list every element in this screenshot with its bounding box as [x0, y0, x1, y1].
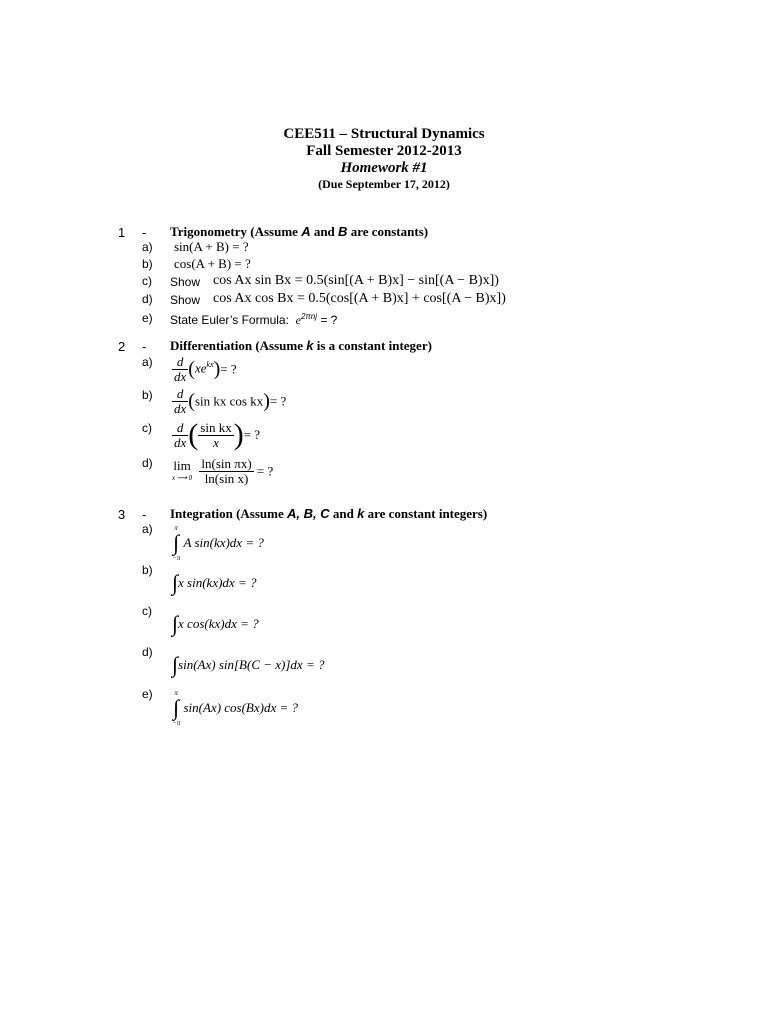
section-2-number: 2 [118, 339, 126, 354]
item-1a-label: a) [142, 240, 153, 254]
item-2a-label: a) [142, 355, 153, 369]
item-3a-expression: π ∫ −π A sin(kx)dx = ? [172, 524, 264, 562]
item-3b-expression: ∫x sin(kx)dx = ? [172, 570, 257, 595]
section-3-title: Integration (Assume A, B, C and k are constant integers) [170, 506, 488, 521]
section-3-number: 3 [118, 507, 126, 522]
item-2c-label: c) [142, 421, 152, 435]
item-2d-expression: lim x ⟶ 0 $\frac{\text{ln(sin πx)}}{\text{ln(sin x)}}$ = ? [172, 456, 274, 486]
item-2b-label: b) [142, 388, 153, 402]
integral-icon: ∫ [172, 611, 179, 636]
integral-icon: ∫ [173, 530, 180, 555]
course-title: CEE511 – Structural Dynamics [283, 126, 485, 142]
item-3c-label: c) [142, 604, 152, 618]
item-1c-label: c) [142, 274, 152, 288]
item-3b-label: b) [142, 563, 153, 577]
item-2b-expression: $\frac{d}{dx}$ (sin kx cos kx)= ? [174, 386, 287, 416]
homework-title: Homework #1 [340, 160, 428, 176]
item-3a-label: a) [142, 522, 153, 536]
item-1b-expression: cos(A + B) = ? [174, 256, 251, 271]
section-1-dash: - [142, 225, 147, 240]
item-2d-label: d) [142, 456, 153, 470]
section-2-dash: - [142, 339, 147, 354]
section-3-dash: - [142, 507, 147, 522]
item-2a-expression: $\frac{d}{dx}$ $(xe^{kx})=$ ? [174, 354, 237, 384]
item-1c-show: Show [170, 275, 201, 289]
item-3d-label: d) [142, 645, 153, 659]
item-1c-expression: cos Ax sin Bx = 0.5(sin[(A + B)x] − sin[(A − B)x]) [213, 273, 499, 288]
integral-icon: ∫ [172, 570, 179, 595]
item-3e-expression: π ∫ −π sin(Ax) cos(Bx)dx = ? [172, 689, 299, 727]
section-1-number: 1 [118, 225, 126, 240]
item-3e-label: e) [142, 687, 153, 701]
item-1a-expression: sin(A + B) = ? [174, 239, 249, 254]
integral-icon: ∫ [173, 695, 180, 720]
section-1-title: Trigonometry (Assume A and B are constants) [170, 224, 429, 239]
due-date: (Due September 17, 2012) [318, 177, 450, 191]
item-3c-expression: ∫x cos(kx)dx = ? [172, 611, 259, 636]
item-1d-show: Show [170, 293, 201, 307]
item-3d-expression: ∫sin(Ax) sin[B(C − x)]dx = ? [172, 652, 325, 677]
item-1e-label: e) [142, 311, 153, 325]
semester-line: Fall Semester 2012-2013 [306, 143, 462, 159]
item-1e-expression: State Euler’s Formula: $e^{2\pi nj}$ = ? [170, 312, 338, 327]
integral-icon: ∫ [172, 652, 179, 677]
item-1d-expression: cos Ax cos Bx = 0.5(cos[(A + B)x] + cos[(A − B)x]) [213, 291, 506, 306]
item-1b-label: b) [142, 257, 153, 271]
item-2c-expression: $\frac{d}{dx}$ ( $\frac{\text{sin kx}}{x}$ )= ? [174, 418, 261, 451]
section-2-title: Differentiation (Assume k is a constant integer) [170, 338, 432, 353]
item-1d-label: d) [142, 292, 153, 306]
